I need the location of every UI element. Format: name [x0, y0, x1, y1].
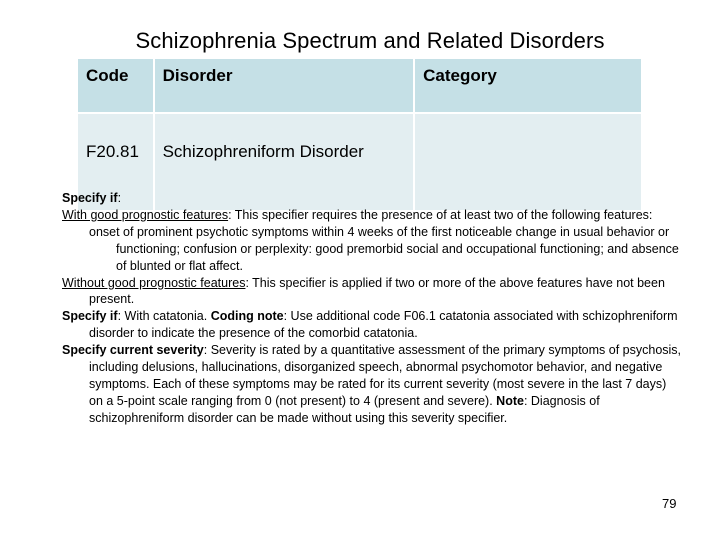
severity-paragraph: Specify current severity: Severity is rated by a quantitative assessment of the primary symptoms of psychosis, including delusions, hallucinations, disorganized speech, abnormal psychomotor behavior, and negative symptoms. Each of these symptoms may be rated for its current severity (most severe in the last 7 days) on a 5-point scale ranging from 0 (not present) to 4 (present and severe). Note: Diagnosis of schizophreniform disorder can be made without using this severity specifier. [62, 343, 682, 425]
disorder-table [76, 59, 643, 210]
good-features-label: With good prognostic features [62, 207, 229, 222]
without-features-paragraph: Without good prognostic features: This specifier is applied if two or more of the above features have not been present. [62, 275, 665, 307]
criteria-text [62, 190, 682, 427]
specify-if-label-2: Specify if [62, 309, 118, 324]
table-header-row [78, 59, 641, 112]
note-label: Note [496, 393, 524, 408]
coding-note-label: Coding note [210, 309, 284, 324]
specify-if-label: Specify if [62, 191, 118, 205]
good-features-list: onset of prominent psychotic symptoms within 4 weeks of the first noticeable change in usual behavior or functioning; confusion or perplexity: good premorbid social and occupational functioning; and absence of blunted or flat affect. [89, 224, 679, 273]
cell-disorder: Schizophreniform Disorder [155, 114, 414, 210]
cell-code: F20.81 [78, 114, 153, 210]
header-category: Category [415, 59, 641, 112]
header-disorder: Disorder [155, 59, 414, 112]
specify-if-line: Specify if: [62, 191, 122, 205]
header-code: Code [78, 59, 153, 112]
page-number: 79 [662, 496, 677, 511]
slide-title: Schizophrenia Spectrum and Related Disorders [135, 28, 605, 53]
catatonia-paragraph: Specify if: With catatonia. Coding note: Use additional code F06.1 catatonia associated with schizophreniform disorder to indicate the presence of the comorbid catatonia. [62, 309, 678, 341]
good-features-paragraph: With good prognostic features: This specifier requires the presence of at least two of the following features: [62, 207, 653, 222]
specify-severity-label: Specify current severity [62, 343, 204, 358]
without-features-label: Without good prognostic features [62, 275, 246, 290]
